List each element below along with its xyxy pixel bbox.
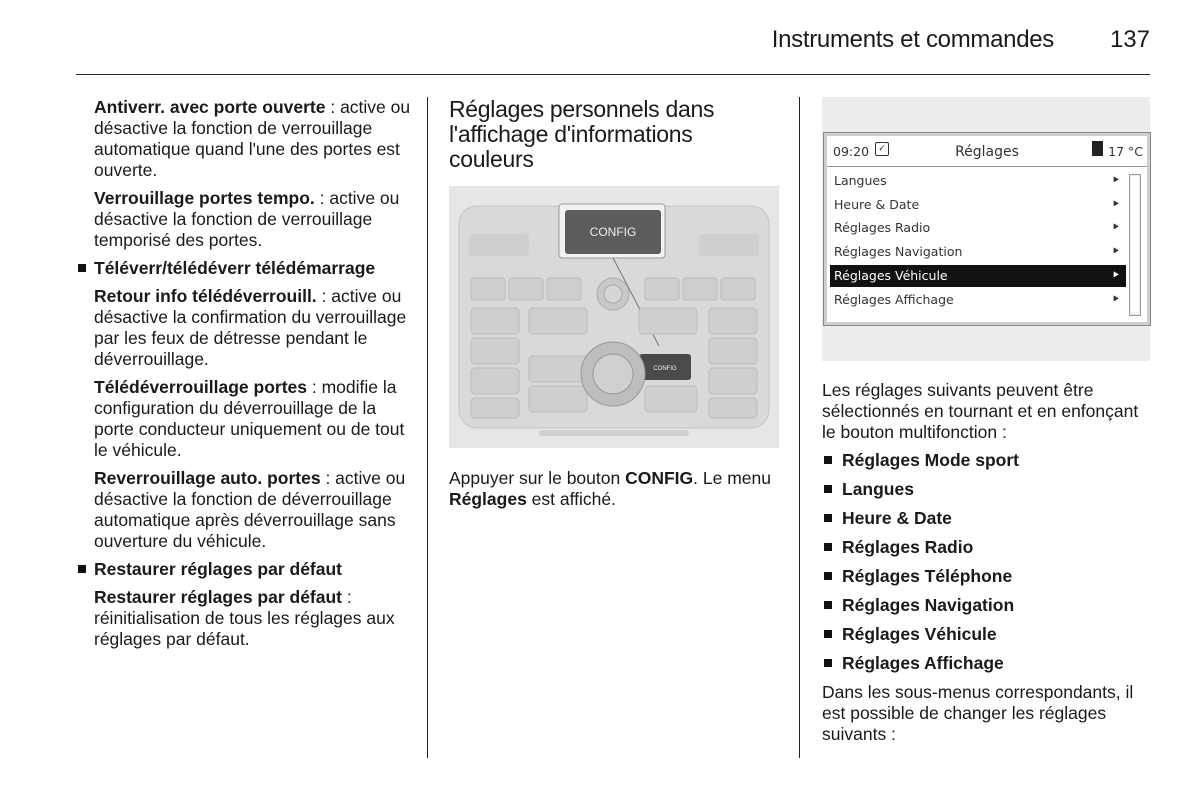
console-illustration xyxy=(449,186,779,448)
settings-intro: Les réglages suivants peuvent être sélectionnés en tournant et en enfonçant le bouton multifonction : xyxy=(822,380,1139,442)
instruction-part-a: Appuyer sur le bouton xyxy=(449,468,626,488)
scrollbar-thumb[interactable] xyxy=(1131,176,1139,312)
display-title: Réglages xyxy=(955,144,1019,160)
column-left xyxy=(76,97,411,657)
chevron-right-icon: ⯈ xyxy=(1111,174,1120,187)
page-number: 137 xyxy=(1109,26,1150,53)
option-reverrouillage-name: Reverrouillage auto. portes xyxy=(94,468,321,488)
option-retour-info-name: Retour info télédéverrouill. xyxy=(94,286,317,306)
menu-item-label: Langues xyxy=(834,173,887,188)
option-antiverr-name: Antiverr. avec porte ouverte xyxy=(94,97,326,117)
option-antiverr-desc: : active ou désactive la fonction de verrouillage automatique quand l'une des portes est ouverte. xyxy=(94,97,411,180)
column-middle xyxy=(449,97,779,184)
config-label-small: CONFIG xyxy=(653,366,677,372)
option-restaurer-desc: : réinitialisation de tous les réglages aux réglages par défaut. xyxy=(94,587,395,649)
display-time: 09:20 xyxy=(833,144,870,159)
menu-item-navigation[interactable] xyxy=(830,241,1126,263)
display-temperature: 17 °C xyxy=(1108,144,1143,159)
display-screen xyxy=(824,133,1150,325)
chevron-right-icon: ⯈ xyxy=(1111,245,1120,258)
chevron-right-icon: ⯈ xyxy=(1111,293,1120,306)
settings-list-item: Réglages Affichage xyxy=(822,653,1152,674)
settings-list-item: Réglages Téléphone xyxy=(822,566,1152,587)
option-verrouillage-tempo-desc: : active ou désactive la fonction de verrouillage temporisé des portes. xyxy=(94,188,400,250)
menu-item-radio[interactable] xyxy=(830,217,1126,239)
option-retour-info xyxy=(76,286,411,370)
column-divider-right xyxy=(799,97,800,758)
menu-item-label: Réglages Radio xyxy=(834,220,931,235)
chevron-right-icon: ⯈ xyxy=(1111,221,1120,234)
config-label: CONFIG xyxy=(589,225,637,239)
settings-list-item: Réglages Véhicule xyxy=(822,624,1152,645)
instruction-config: CONFIG xyxy=(625,468,694,488)
menu-item-label: Réglages Affichage xyxy=(834,292,954,307)
page-header xyxy=(0,22,1200,62)
option-restaurer-name: Restaurer réglages par défaut xyxy=(94,587,343,607)
header-rule xyxy=(76,74,1150,75)
option-reverrouillage xyxy=(76,468,411,552)
settings-list-item: Réglages Navigation xyxy=(822,595,1152,616)
bullet-restaurer: Restaurer réglages par défaut xyxy=(76,559,411,580)
column-divider-left xyxy=(427,97,428,758)
menu-item-langues[interactable] xyxy=(830,170,1126,192)
settings-list-item: Réglages Radio xyxy=(822,537,1152,558)
config-button-zoomed xyxy=(559,204,665,258)
chevron-right-icon: ⯈ xyxy=(1111,198,1120,211)
menu-item-label: Réglages Véhicule xyxy=(834,268,948,283)
config-instruction xyxy=(449,468,779,510)
display-illustration xyxy=(822,97,1150,361)
section-title: Réglages personnels dans l'affichage d'informations couleurs xyxy=(449,96,715,172)
instruction-reglages: Réglages xyxy=(449,489,527,509)
menu-item-label: Réglages Navigation xyxy=(834,244,963,259)
option-teledeverrouillage-name: Télédéverrouillage portes xyxy=(94,377,307,397)
bullet-televerr: Téléverr/télédéverr télédémarrage xyxy=(76,258,411,279)
display-status-bar xyxy=(827,136,1147,167)
menu-item-affichage[interactable] xyxy=(830,289,1126,311)
option-teledeverrouillage-desc: : modifie la configuration du déverrouillage de la porte conducteur uniquement ou de tout le véhicule. xyxy=(94,377,405,460)
door-icon xyxy=(1092,141,1103,156)
column-right xyxy=(822,380,1152,752)
option-retour-info-desc: : active ou désactive la confirmation du verrouillage par les feux de détresse pendant le déverrouillage. xyxy=(94,286,407,369)
menu-item-heure-date[interactable] xyxy=(830,194,1126,216)
menu-item-vehicule[interactable] xyxy=(830,265,1126,287)
settings-list-item: Langues xyxy=(822,479,1152,500)
chevron-right-icon: ⯈ xyxy=(1111,269,1120,282)
settings-outro: Dans les sous-menus correspondants, il est possible de changer les réglages suivants : xyxy=(822,682,1134,744)
option-restaurer xyxy=(76,587,411,650)
option-verrouillage-tempo-name: Verrouillage portes tempo. xyxy=(94,188,315,208)
option-antiverr xyxy=(76,97,411,181)
option-teledeverrouillage xyxy=(76,377,411,461)
option-reverrouillage-desc: : active ou désactive la fonction de déverrouillage automatique après déverrouillage sans ouverture du véhicule. xyxy=(94,468,406,551)
option-verrouillage-tempo xyxy=(76,188,411,251)
settings-list-item: Heure & Date xyxy=(822,508,1152,529)
instruction-part-c: . Le menu xyxy=(693,468,771,488)
header-title: Instruments et commandes xyxy=(771,26,1054,53)
settings-list-item: Réglages Mode sport xyxy=(822,450,1152,471)
instruction-part-e: est affiché. xyxy=(526,489,616,509)
display-scrollbar[interactable] xyxy=(1129,174,1141,316)
clock-icon: ✓ xyxy=(875,142,889,156)
menu-item-label: Heure & Date xyxy=(834,197,920,212)
